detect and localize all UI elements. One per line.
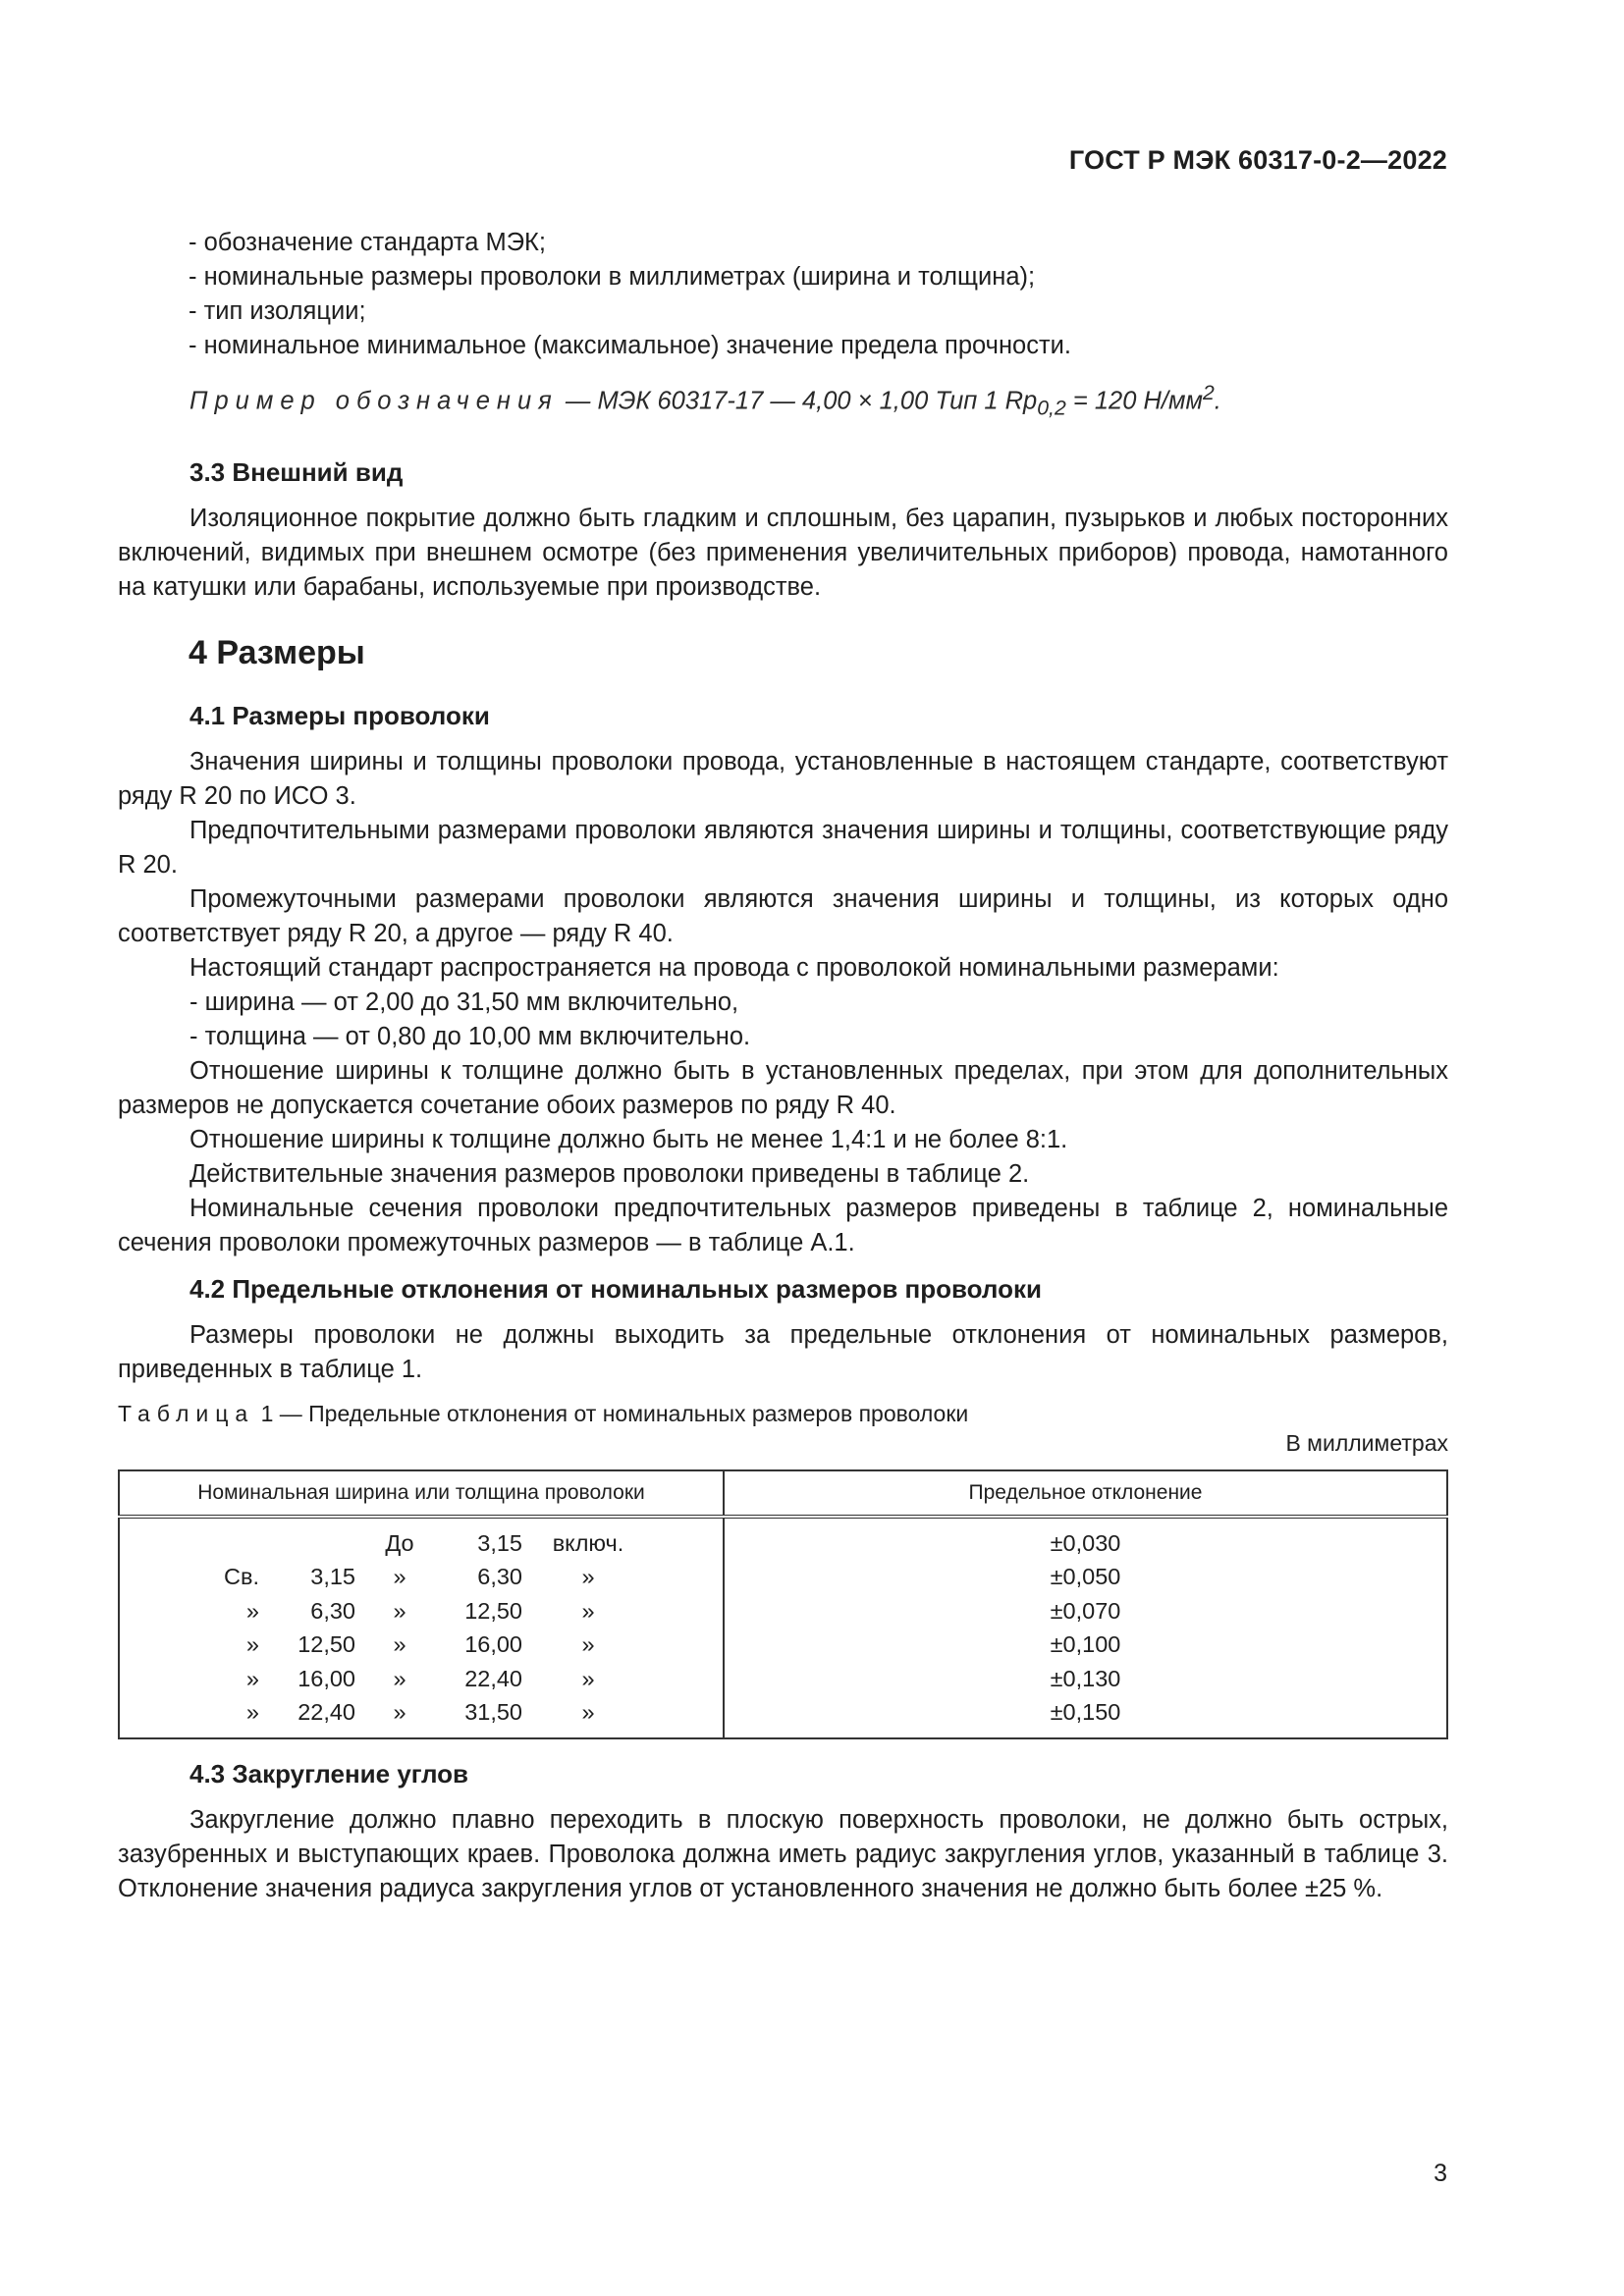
column-header-nominal-size: Номинальная ширина или толщина проволоки <box>119 1470 724 1517</box>
list-item: - тип изоляции; <box>189 297 366 325</box>
range-word: » <box>393 1699 406 1726</box>
range-prefix: » <box>245 1631 259 1658</box>
list-item: - номинальные размеры проволоки в миллиметрах (ширина и толщина); <box>189 263 1036 291</box>
range-word: » <box>393 1665 406 1691</box>
range-word: До <box>385 1529 414 1556</box>
range-suffix: » <box>581 1699 595 1726</box>
example-end: . <box>1214 387 1221 415</box>
section-4-title: 4 Размеры <box>189 633 365 671</box>
example-text: — МЭК 60317-17 — 4,00 × 1,00 Тип 1 Rp <box>558 387 1038 415</box>
paragraph: Предпочтительными размерами проволоки являются значения ширины и толщины, соответствующие ряду R 20. <box>118 816 1448 879</box>
range-word: » <box>393 1564 406 1590</box>
table-caption <box>118 1399 1448 1428</box>
range-prefix: » <box>245 1699 259 1726</box>
table-row <box>120 1560 723 1594</box>
range-from: 6,30 <box>310 1597 355 1624</box>
paragraph: Настоящий стандарт распространяется на провода с проволокой номинальными размерами: <box>189 953 1279 982</box>
tolerance-value: ±0,030 <box>1050 1529 1121 1556</box>
range-from: 3,15 <box>310 1564 355 1590</box>
range-from: 22,40 <box>298 1699 355 1726</box>
list-item: - ширина — от 2,00 до 31,50 мм включительно, <box>189 988 739 1016</box>
example-superscript: 2 <box>1202 381 1215 404</box>
range-word: » <box>393 1631 406 1658</box>
paragraph: Номинальные сечения проволоки предпочтительных размеров приведены в таблице 2, номинальные сечения проволоки промежуточных размеров — в таблице А.1. <box>118 1194 1448 1256</box>
range-word: » <box>393 1597 406 1624</box>
range-to: 3,15 <box>477 1529 522 1556</box>
tolerance-table <box>118 1469 1448 1739</box>
range-prefix: » <box>245 1665 259 1691</box>
table-row <box>120 1526 723 1561</box>
table-row <box>120 1594 723 1629</box>
example-label: Пример обозначения <box>189 387 559 415</box>
list-item: - номинальное минимальное (максимальное) значение предела прочности. <box>189 332 1071 359</box>
size-range-cell <box>119 1517 724 1738</box>
standard-header: ГОСТ Р МЭК 60317-0-2—2022 <box>1068 145 1447 175</box>
section-3-3-title: 3.3 Внешний вид <box>189 456 404 487</box>
paragraph: Действительные значения размеров проволоки приведены в таблице 2. <box>189 1159 1030 1188</box>
page-content <box>118 226 1448 1906</box>
paragraph: Отношение ширины к толщине должно быть в установленных пределах, при этом для дополнительных размеров не допускается сочетание обоих размеров по ряду R 40. <box>118 1056 1448 1119</box>
range-to: 16,00 <box>464 1631 522 1658</box>
range-prefix: Св. <box>224 1564 259 1590</box>
section-3-3-paragraph: Изоляционное покрытие должно быть гладким и сплошным, без царапин, пузырьков и любых посторонних включений, видимых при внешнем осмотре (без применения увеличительных приборов) провода, намотанного на катушки или барабаны, используемые при производстве. <box>118 504 1448 601</box>
range-to: 6,30 <box>477 1564 522 1590</box>
range-to: 22,40 <box>464 1665 522 1691</box>
section-4-3-title: 4.3 Закругление углов <box>189 1758 468 1789</box>
table-row <box>120 1695 723 1730</box>
tolerance-value: ±0,100 <box>1050 1631 1121 1658</box>
table-row <box>120 1662 723 1696</box>
example-text-2: = 120 Н/мм <box>1065 387 1203 415</box>
table-unit: В миллиметрах <box>1285 1429 1448 1456</box>
range-suffix: включ. <box>552 1529 624 1556</box>
page-number: 3 <box>1434 2160 1447 2187</box>
range-suffix: » <box>581 1564 595 1590</box>
range-suffix: » <box>581 1597 595 1624</box>
table-caption-text: 1 — Предельные отклонения от номинальных размеров проволоки <box>254 1400 969 1426</box>
section-4-1-title: 4.1 Размеры проволоки <box>189 700 490 730</box>
column-header-tolerance: Предельное отклонение <box>724 1470 1447 1517</box>
example-subscript: 0,2 <box>1037 396 1066 420</box>
paragraph: Промежуточными размерами проволоки являются значения ширины и толщины, из которых одно соответствует ряду R 20, а другое — ряду R 40. <box>118 884 1448 947</box>
range-from: 16,00 <box>298 1665 355 1691</box>
paragraph: Отношение ширины к толщине должно быть не менее 1,4:1 и не более 8:1. <box>189 1125 1068 1153</box>
tolerance-value: ±0,070 <box>1050 1597 1121 1624</box>
paragraph: Значения ширины и толщины проволоки провода, установленные в настоящем стандарте, соответствуют ряду R 20 по ИСО 3. <box>118 747 1448 810</box>
section-4-3-paragraph: Закругление должно плавно переходить в плоскую поверхность проволоки, не должно быть острых, зазубренных и выступающих краев. Проволока должна иметь радиус закругления углов, указанный в таблице 3. Отклонение значения радиуса закругления углов от установленного значения не должно быть более ±25 %. <box>118 1805 1448 1902</box>
range-prefix: » <box>245 1597 259 1624</box>
range-suffix: » <box>581 1665 595 1691</box>
designation-list <box>118 226 1448 363</box>
range-to: 31,50 <box>464 1699 522 1726</box>
table-row <box>120 1628 723 1662</box>
section-4-2-paragraph: Размеры проволоки не должны выходить за предельные отклонения от номинальных размеров, приведенных в таблице 1. <box>118 1320 1448 1383</box>
section-4-2-title: 4.2 Предельные отклонения от номинальных размеров проволоки <box>189 1273 1042 1304</box>
tolerance-value: ±0,050 <box>1050 1564 1121 1590</box>
range-from: 12,50 <box>298 1631 355 1658</box>
tolerance-cell <box>724 1517 1447 1738</box>
tolerance-value: ±0,130 <box>1050 1665 1121 1691</box>
table-caption-label: Таблица <box>118 1400 255 1426</box>
range-suffix: » <box>581 1631 595 1658</box>
list-item: - толщина — от 0,80 до 10,00 мм включительно. <box>189 1022 751 1050</box>
list-item: - обозначение стандарта МЭК; <box>189 229 546 256</box>
designation-example <box>118 376 1448 426</box>
range-to: 12,50 <box>464 1597 522 1624</box>
tolerance-value: ±0,150 <box>1050 1699 1121 1726</box>
